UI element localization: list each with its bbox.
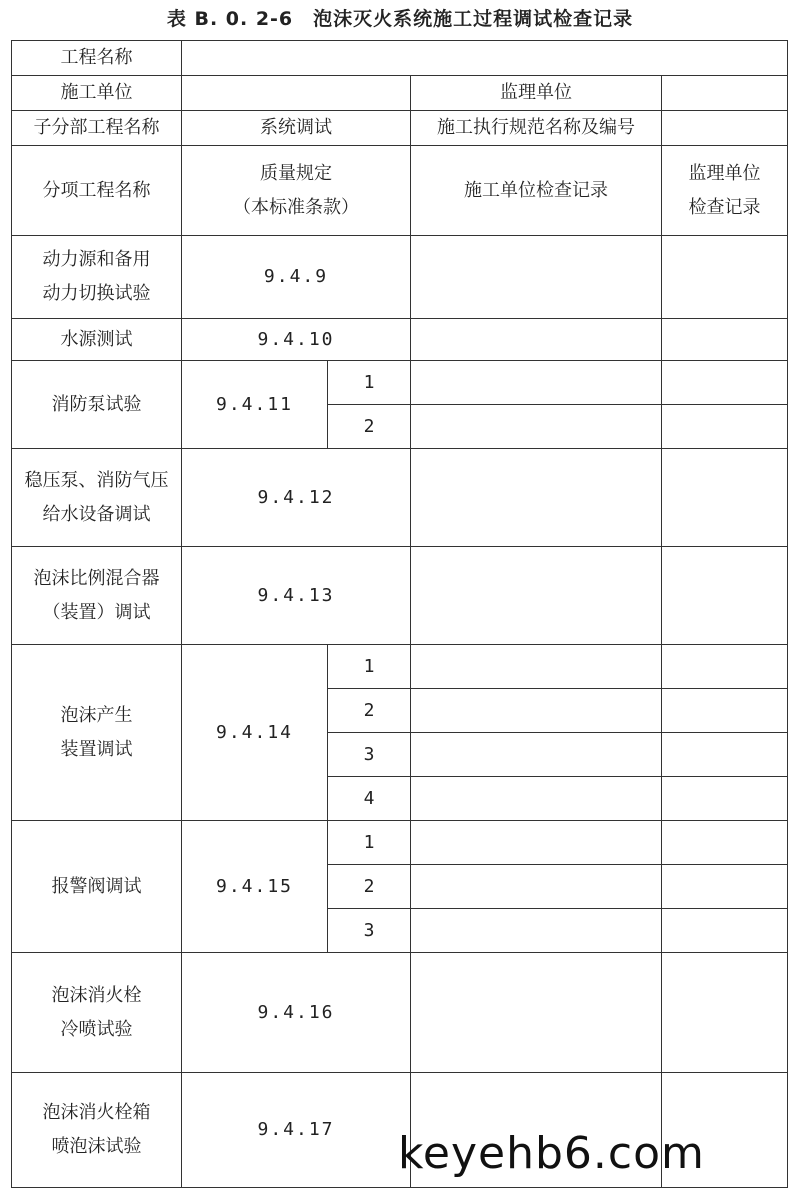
construction-record-cell[interactable] bbox=[411, 449, 662, 547]
spec-label: 施工执行规范名称及编号 bbox=[411, 111, 662, 146]
sub-item-number: 3 bbox=[328, 733, 411, 777]
table-row bbox=[12, 645, 788, 689]
construction-record-cell[interactable] bbox=[411, 405, 662, 449]
spec-value[interactable] bbox=[662, 111, 788, 146]
item-name: 水源测试 bbox=[12, 319, 182, 361]
construction-record-cell[interactable] bbox=[411, 547, 662, 645]
sub-item-number: 2 bbox=[328, 689, 411, 733]
supervision-unit-value[interactable] bbox=[662, 76, 788, 111]
clause-number: 9.4.9 bbox=[182, 236, 411, 319]
table-row bbox=[12, 953, 788, 1073]
sub-item-number: 1 bbox=[328, 645, 411, 689]
clause-number: 9.4.17 bbox=[182, 1073, 411, 1188]
construction-record-cell[interactable] bbox=[411, 909, 662, 953]
supervision-record-cell[interactable] bbox=[662, 236, 788, 319]
clause-number: 9.4.10 bbox=[182, 319, 411, 361]
construction-record-cell[interactable] bbox=[411, 821, 662, 865]
sub-project-value: 系统调试 bbox=[182, 111, 411, 146]
construction-record-cell[interactable] bbox=[411, 236, 662, 319]
construction-record-cell[interactable] bbox=[411, 733, 662, 777]
supervision-record-cell[interactable] bbox=[662, 909, 788, 953]
item-name: 泡沫消火栓 冷喷试验 bbox=[12, 953, 182, 1073]
supervision-record-cell[interactable] bbox=[662, 689, 788, 733]
sub-item-number: 3 bbox=[328, 909, 411, 953]
table-row bbox=[12, 236, 788, 319]
project-name-label: 工程名称 bbox=[12, 41, 182, 76]
clause-number: 9.4.12 bbox=[182, 449, 411, 547]
quality-header: 质量规定 （本标准条款） bbox=[182, 146, 411, 236]
supervision-record-cell[interactable] bbox=[662, 547, 788, 645]
page-title: 表 B. 0. 2-6 泡沫灭火系统施工过程调试检查记录 bbox=[166, 8, 634, 30]
sub-item-number: 2 bbox=[328, 405, 411, 449]
item-name: 稳压泵、消防气压 给水设备调试 bbox=[12, 449, 182, 547]
supervision-record-cell[interactable] bbox=[662, 777, 788, 821]
construction-record-cell[interactable] bbox=[411, 953, 662, 1073]
supervision-record-cell[interactable] bbox=[662, 449, 788, 547]
sub-item-number: 1 bbox=[328, 361, 411, 405]
supervision-record-cell[interactable] bbox=[662, 405, 788, 449]
table-row bbox=[12, 821, 788, 865]
supervision-record-cell[interactable] bbox=[662, 865, 788, 909]
table-row bbox=[12, 361, 788, 405]
item-name: 动力源和备用 动力切换试验 bbox=[12, 236, 182, 319]
construction-record-cell[interactable] bbox=[411, 319, 662, 361]
sub-project-label: 子分部工程名称 bbox=[12, 111, 182, 146]
sub-item-number: 2 bbox=[328, 865, 411, 909]
supervision-check-header: 监理单位 检查记录 bbox=[662, 146, 788, 236]
item-name: 泡沫产生 装置调试 bbox=[12, 645, 182, 821]
supervision-record-cell[interactable] bbox=[662, 645, 788, 689]
item-name: 报警阀调试 bbox=[12, 821, 182, 953]
table-row bbox=[12, 319, 788, 361]
construction-record-cell[interactable] bbox=[411, 689, 662, 733]
construction-record-cell[interactable] bbox=[411, 777, 662, 821]
construction-unit-label: 施工单位 bbox=[12, 76, 182, 111]
construction-unit-value[interactable] bbox=[182, 76, 411, 111]
item-name: 消防泵试验 bbox=[12, 361, 182, 449]
project-name-value[interactable] bbox=[182, 41, 788, 76]
construction-record-cell[interactable] bbox=[411, 361, 662, 405]
item-name: 泡沫比例混合器 （装置）调试 bbox=[12, 547, 182, 645]
construction-record-cell[interactable] bbox=[411, 645, 662, 689]
clause-number: 9.4.13 bbox=[182, 547, 411, 645]
clause-number: 9.4.16 bbox=[182, 953, 411, 1073]
sub-item-number: 1 bbox=[328, 821, 411, 865]
item-name: 泡沫消火栓箱 喷泡沫试验 bbox=[12, 1073, 182, 1188]
construction-check-header: 施工单位检查记录 bbox=[411, 146, 662, 236]
clause-number: 9.4.15 bbox=[182, 821, 328, 953]
sub-item-number: 4 bbox=[328, 777, 411, 821]
watermark-text: keyehb6.com bbox=[398, 1128, 705, 1179]
supervision-record-cell[interactable] bbox=[662, 821, 788, 865]
clause-number: 9.4.14 bbox=[182, 645, 328, 821]
supervision-record-cell[interactable] bbox=[662, 733, 788, 777]
supervision-unit-label: 监理单位 bbox=[411, 76, 662, 111]
table-row bbox=[12, 547, 788, 645]
table-row bbox=[12, 449, 788, 547]
supervision-record-cell[interactable] bbox=[662, 953, 788, 1073]
item-header: 分项工程名称 bbox=[12, 146, 182, 236]
supervision-record-cell[interactable] bbox=[662, 361, 788, 405]
inspection-record-table bbox=[11, 40, 788, 1188]
supervision-record-cell[interactable] bbox=[662, 319, 788, 361]
clause-number: 9.4.11 bbox=[182, 361, 328, 449]
construction-record-cell[interactable] bbox=[411, 865, 662, 909]
